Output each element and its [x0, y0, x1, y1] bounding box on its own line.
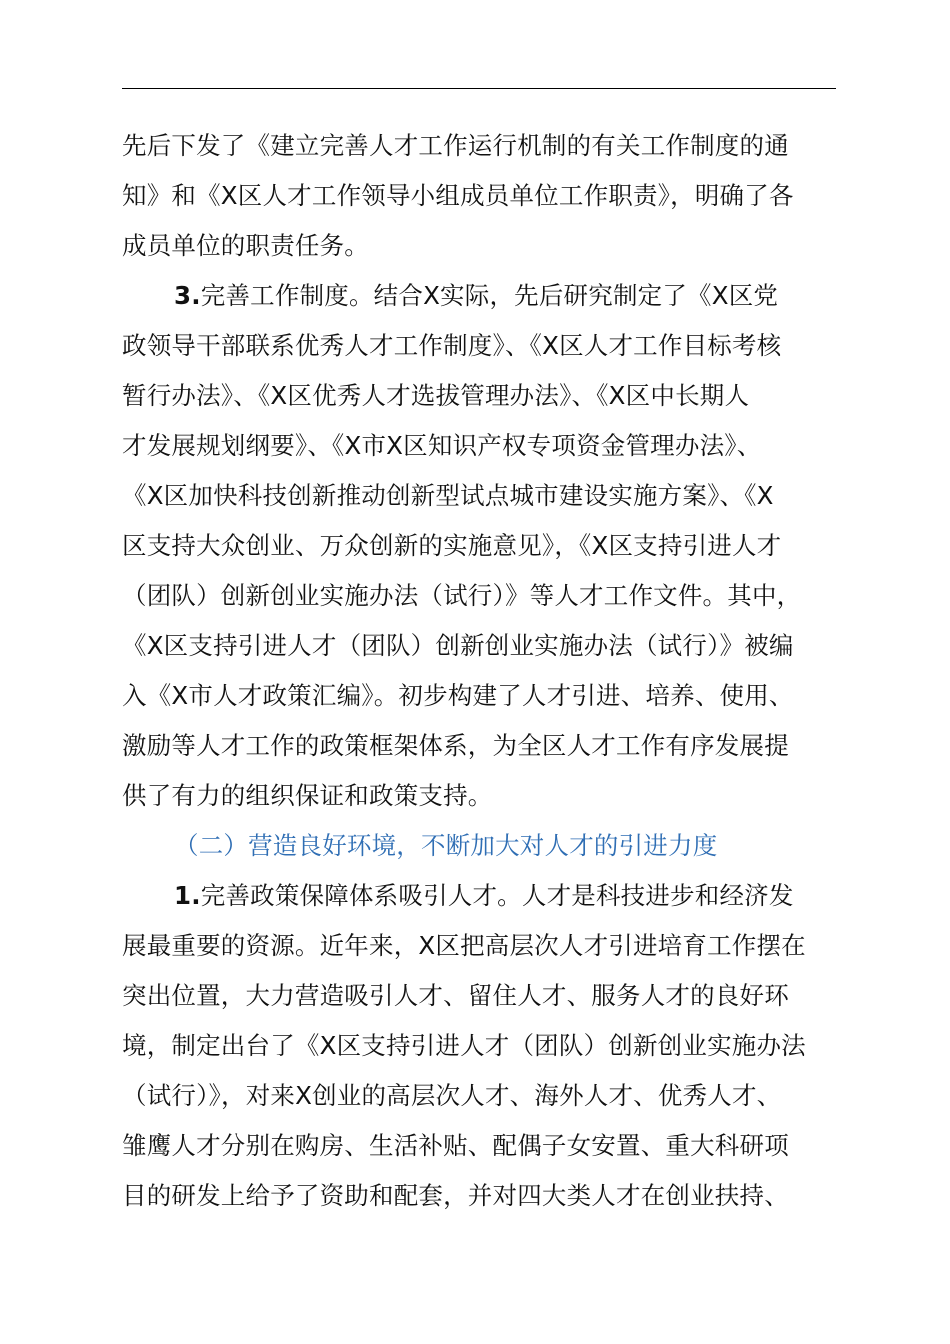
document-body [122, 121, 838, 1221]
paragraph-line: 供了有力的组织保证和政策支持。 [122, 781, 493, 810]
section-heading: （二）营造良好环境，不断加大对人才的引进力度 [174, 831, 718, 860]
paragraph-first-line [122, 871, 838, 921]
paragraph-line: 激励等人才工作的政策框架体系，为全区人才工作有序发展提 [122, 731, 789, 760]
paragraph-line: 突出位置，大力营造吸引人才、留住人才、服务人才的良好环 [122, 981, 789, 1010]
paragraph-line: 目的研发上给予了资助和配套，并对四大类人才在创业扶持、 [122, 1181, 789, 1210]
paragraph-line: 区支持大众创业、万众创新的实施意见》，《X区支持引进人才 [122, 531, 782, 560]
paragraph-line: 成员单位的职责任务。 [122, 231, 369, 260]
header-rule [122, 88, 836, 89]
paragraph-line: （试行）》，对来X创业的高层次人才、海外人才、优秀人才、 [122, 1081, 782, 1110]
paragraph-line: 知》和《X区人才工作领导小组成员单位工作职责》，明确了各 [122, 181, 794, 210]
paragraph-line: 先后下发了《建立完善人才工作运行机制的有关工作制度的通 [122, 131, 789, 160]
paragraph-first-line [122, 271, 838, 321]
paragraph-line: 展最重要的资源。近年来，X区把高层次人才引进培育工作摆在 [122, 931, 806, 960]
paragraph-line: 暂行办法》、《X区优秀人才选拔管理办法》、《X区中长期人 [122, 381, 750, 410]
item-number: 3. [174, 281, 201, 310]
paragraph-text: 完善政策保障体系吸引人才。人才是科技进步和经济发 [200, 881, 794, 910]
item-number: 1. [174, 881, 201, 910]
paragraph-text: 完善工作制度。结合X实际，先后研究制定了《X区党 [200, 281, 779, 310]
paragraph-line: （团队）创新创业实施办法（试行）》等人才工作文件。其中， [122, 581, 802, 610]
paragraph-line: 入《X市人才政策汇编》。初步构建了人才引进、培养、使用、 [122, 681, 794, 710]
paragraph-line: 《X区支持引进人才（团队）创新创业实施办法（试行）》被编 [122, 631, 794, 660]
paragraph-line: 政领导干部联系优秀人才工作制度》、《X区人才工作目标考核 [122, 331, 782, 360]
paragraph-line: 雏鹰人才分别在购房、生活补贴、配偶子女安置、重大科研项 [122, 1131, 789, 1160]
paragraph-line: 境，制定出台了《X区支持引进人才（团队）创新创业实施办法 [122, 1031, 806, 1060]
paragraph-line: 才发展规划纲要》、《X市X区知识产权专项资金管理办法》、 [122, 431, 762, 460]
paragraph-line: 《X区加快科技创新推动创新型试点城市建设实施方案》、《X [122, 481, 774, 510]
